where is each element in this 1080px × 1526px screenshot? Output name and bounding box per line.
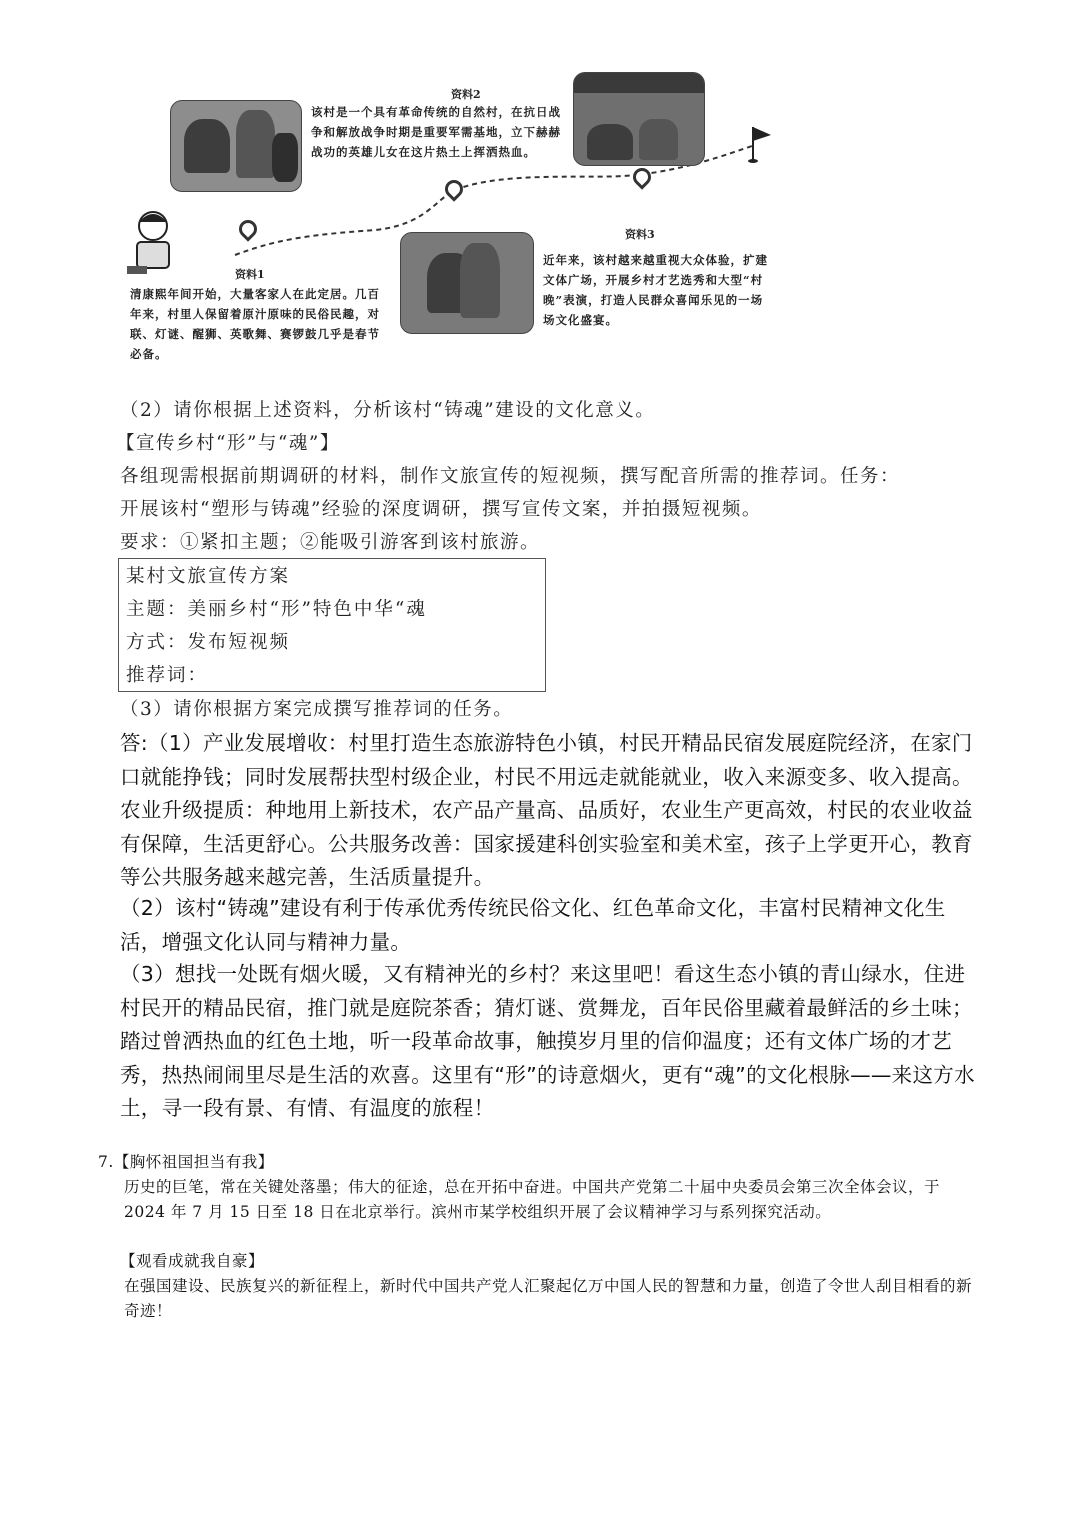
photo-revolution-sculpture [170, 100, 302, 192]
section-heading-promote: 【宣传乡村“形”与“魂”】 [116, 433, 340, 454]
material-1-text: 清康熙年间开始，大量客家人在此定居。几百年来，村里人保留着原汁原味的民俗民趣，对联、灯谜、醒狮、英歌舞、赛锣鼓几乎是春节必备。 [130, 287, 380, 361]
plan-theme: 主题：美丽乡村“形”特色中华“魂 [126, 599, 427, 620]
material-2-text: 该村是一个具有革命传统的自然村，在抗日战争和解放战争时期是重要军需基地，立下赫赫战功的英雄儿女在这片热土上挥洒热血。 [311, 105, 561, 159]
question-7-paragraph-2: 在强国建设、民族复兴的新征程上，新时代中国共产党人汇聚起亿万中国人民的智慧和力量，创造了令世人刮目相看的新奇迹！ [124, 1277, 973, 1320]
student-cartoon-icon [127, 208, 177, 278]
material-2-title: 资料2 [451, 88, 481, 101]
question-7-subheading: 【观看成就我自豪】 [120, 1252, 265, 1270]
requirements: 要求：①紧扣主题；②能吸引游客到该村旅游。 [120, 532, 541, 553]
finish-flag-icon [747, 125, 777, 165]
plan-method: 方式：发布短视频 [126, 632, 291, 653]
material-3-text: 近年来，该村越来越重视大众体验，扩建文体广场，开展乡村才艺选秀和大型“村晚”表演，打造人民群众喜闻乐见的一场场文化盛宴。 [543, 253, 768, 327]
photo-village-gala-stage [573, 72, 705, 166]
task-line-2: 开展该村“塑形与铸魂”经验的深度调研，撰写宣传文案，并拍摄短视频。 [120, 499, 762, 520]
answer-3: （3）想找一处既有烟火暖，又有精神光的乡村？来这里吧！看这生态小镇的青山绿水，住进村民开的精品民宿，推门就是庭院茶香；猜灯谜、赏舞龙，百年民俗里藏着最鲜活的乡土味；踏过曾洒热血的红色土地，听一段革命故事，触摸岁月里的信仰温度；还有文体广场的才艺秀，热热闹闹里尽是生活的欢喜。这里有“形”的诗意烟火，更有“魂”的文化根脉——来这方水土，寻一段有景、有情、有温度的旅程！ [120, 962, 975, 1120]
material-1-title: 资料1 [235, 268, 265, 281]
task-line-1: 各组现需根据前期调研的材料，制作文旅宣传的短视频，撰写配音所需的推荐词。任务： [120, 466, 901, 487]
materials-figure [125, 40, 775, 370]
question-7-heading: 7.【胸怀祖国担当有我】 [98, 1153, 274, 1171]
plan-recommendation: 推荐词： [126, 665, 209, 686]
question-7-paragraph-1: 历史的巨笔，常在关键处落墨；伟大的征途，总在开拓中奋进。中国共产党第二十届中央委员会第三次全体会议，于 2024 年 7 月 15 日至 18 日在北京举行。滨州市某学校组织开展了会议精神学习与系列探究活动。 [124, 1178, 941, 1221]
plan-title: 某村文旅宣传方案 [126, 566, 291, 587]
photo-dragon-dance-performance [400, 232, 534, 334]
answer-2: （2）该村“铸魂”建设有利于传承优秀传统民俗文化、红色革命文化，丰富村民精神文化生活，增强文化认同与精神力量。 [120, 896, 946, 954]
question-3: （3）请你根据方案完成撰写推荐词的任务。 [120, 699, 514, 720]
answer-1: 答:（1）产业发展增收：村里打造生态旅游特色小镇，村民开精品民宿发展庭院经济，在家门口就能挣钱；同时发展帮扶型村级企业，村民不用远走就能就业，收入来源变多、收入提高。农业升级提质：种地用上新技术，农产品产量高、品质好，农业生产更高效，村民的农业收益有保障，生活更舒心。公共服务改善：国家援建科创实验室和美术室，孩子上学更开心，教育等公共服务越来越完善，生活质量提升。 [120, 731, 973, 889]
material-3-title: 资料3 [625, 228, 655, 241]
question-2: （2）请你根据上述资料，分析该村“铸魂”建设的文化意义。 [120, 400, 656, 421]
